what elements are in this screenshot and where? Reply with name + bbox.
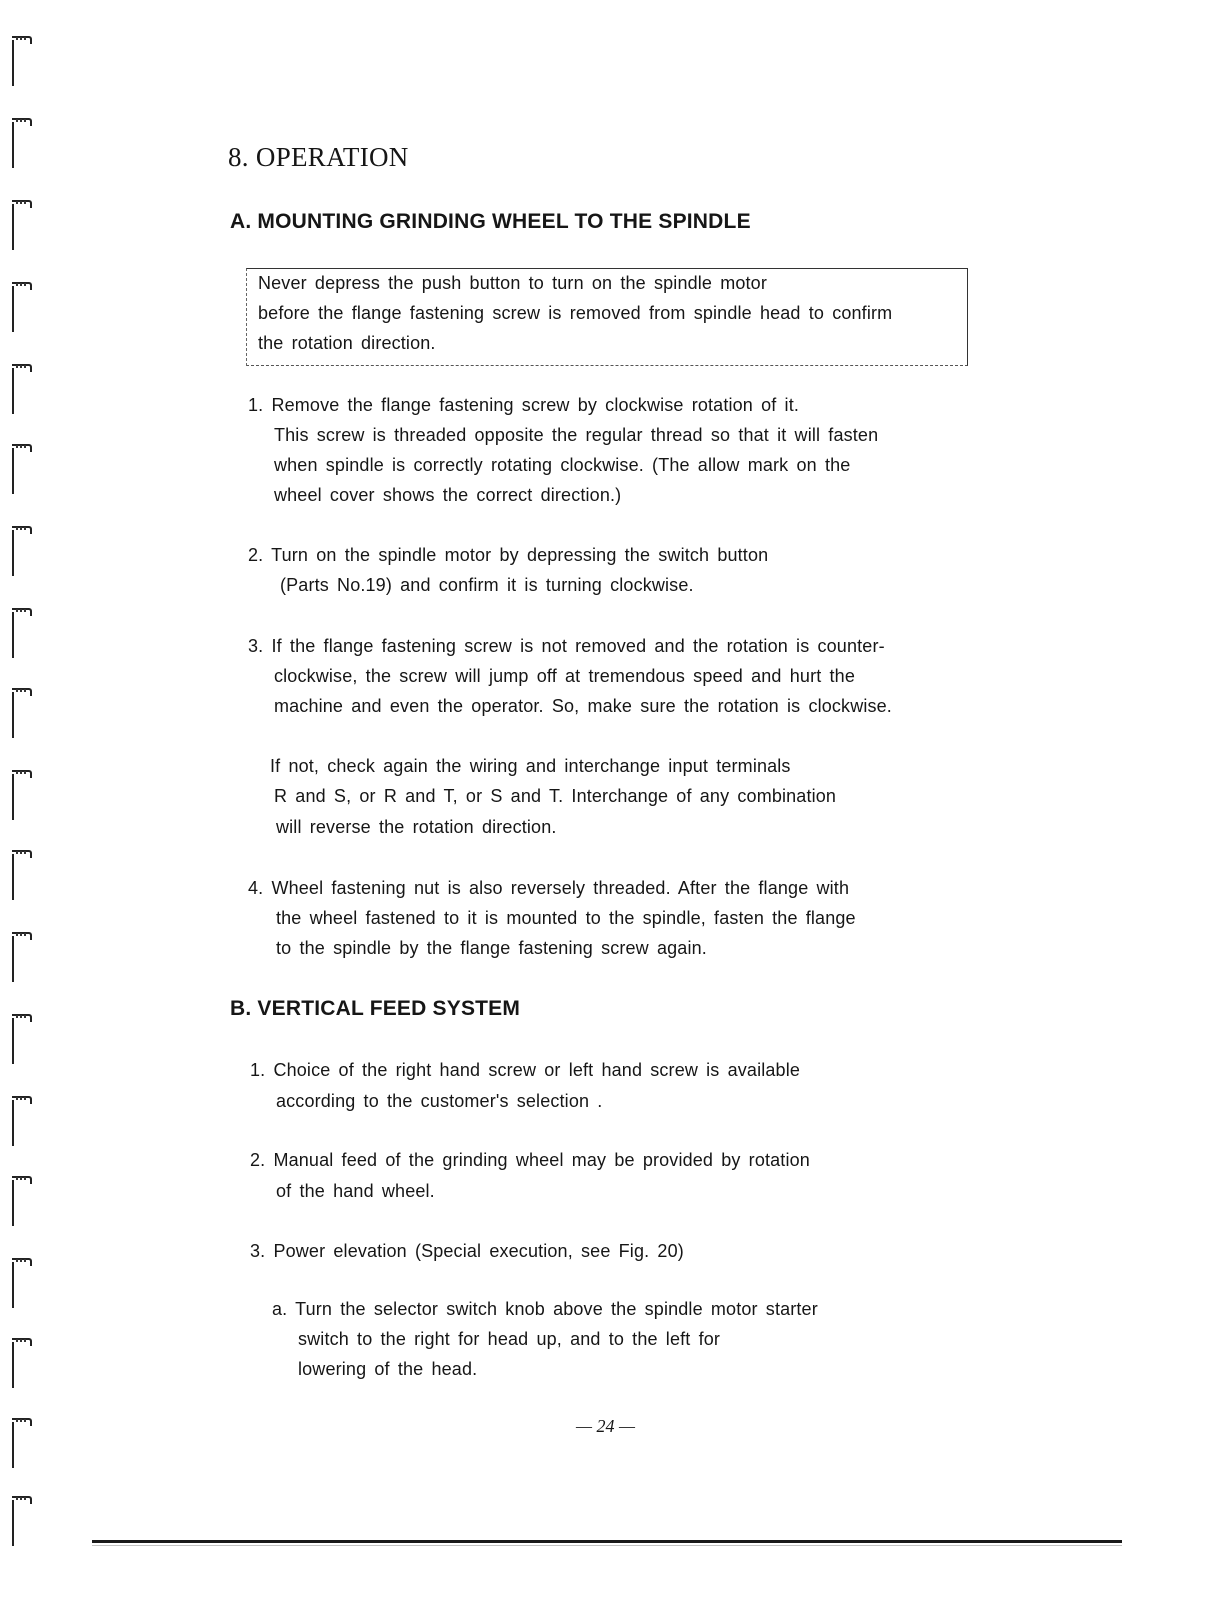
warning-line: the rotation direction.	[258, 333, 436, 353]
a-item2-line: (Parts No.19) and confirm it is turning clockwise.	[280, 575, 694, 595]
binder-ring-icon	[12, 118, 32, 170]
binder-ring-icon	[12, 932, 32, 984]
binder-ring-icon	[12, 364, 32, 416]
a-item4-line: 4. Wheel fastening nut is also reversely threaded. After the flange with	[248, 878, 850, 898]
a-item1-line: 1. Remove the flange fastening screw by clockwise rotation of it.	[248, 395, 800, 415]
binder-ring-icon	[12, 1258, 32, 1310]
b-item3a-line: switch to the right for head up, and to the left for	[298, 1329, 721, 1349]
b-item1-line: 1. Choice of the right hand screw or left hand screw is available	[250, 1060, 801, 1080]
a-item2-line: 2. Turn on the spindle motor by depressing the switch button	[248, 545, 769, 565]
binder-ring-icon	[12, 770, 32, 822]
page-title: 8. OPERATION	[228, 142, 409, 172]
b-item2-line: of the hand wheel.	[276, 1181, 435, 1201]
footer-rule	[92, 1540, 1122, 1543]
binder-ring-icon	[12, 850, 32, 902]
a-note-line: If not, check again the wiring and interchange input terminals	[270, 756, 791, 776]
warning-line: before the flange fastening screw is removed from spindle head to confirm	[258, 303, 893, 323]
a-note-line: R and S, or R and T, or S and T. Interchange of any combination	[274, 786, 837, 806]
a-item3-line: machine and even the operator. So, make sure the rotation is clockwise.	[274, 696, 892, 716]
binder-ring-icon	[12, 1496, 32, 1548]
b-item3a-line: lowering of the head.	[298, 1359, 478, 1379]
footer-rule-shadow	[92, 1545, 1122, 1546]
a-item1-line: wheel cover shows the correct direction.)	[274, 485, 622, 505]
binder-ring-icon	[12, 688, 32, 740]
a-item4-line: the wheel fastened to it is mounted to the spindle, fasten the flange	[276, 908, 856, 928]
b-item3a-line: a. Turn the selector switch knob above the spindle motor starter	[272, 1299, 818, 1319]
a-item1-line: This screw is threaded opposite the regular thread so that it will fasten	[274, 425, 879, 445]
a-item1-line: when spindle is correctly rotating clockwise. (The allow mark on the	[274, 455, 851, 475]
warning-line: Never depress the push button to turn on the spindle motor	[258, 273, 767, 293]
binder-ring-icon	[12, 200, 32, 252]
section-b-heading: B. VERTICAL FEED SYSTEM	[230, 997, 521, 1020]
binder-ring-icon	[12, 526, 32, 578]
binder-ring-icon	[12, 1096, 32, 1148]
binder-ring-icon	[12, 282, 32, 334]
binder-ring-icon	[12, 444, 32, 496]
b-item2-line: 2. Manual feed of the grinding wheel may be provided by rotation	[250, 1150, 810, 1170]
binder-ring-icon	[12, 608, 32, 660]
page-number: — 24 —	[576, 1416, 636, 1436]
b-item3-line: 3. Power elevation (Special execution, see Fig. 20)	[250, 1241, 684, 1261]
b-item1-line: according to the customer's selection .	[276, 1091, 603, 1111]
a-item4-line: to the spindle by the flange fastening screw again.	[276, 938, 707, 958]
binder-ring-icon	[12, 36, 32, 88]
a-item3-line: clockwise, the screw will jump off at tremendous speed and hurt the	[274, 666, 855, 686]
binder-ring-icon	[12, 1176, 32, 1228]
a-item3-line: 3. If the flange fastening screw is not removed and the rotation is counter-	[248, 636, 885, 656]
binder-ring-icon	[12, 1014, 32, 1066]
section-a-heading: A. MOUNTING GRINDING WHEEL TO THE SPINDLE	[230, 210, 751, 233]
binder-ring-icon	[12, 1418, 32, 1470]
a-note-line: will reverse the rotation direction.	[276, 817, 557, 837]
binder-ring-icon	[12, 1338, 32, 1390]
